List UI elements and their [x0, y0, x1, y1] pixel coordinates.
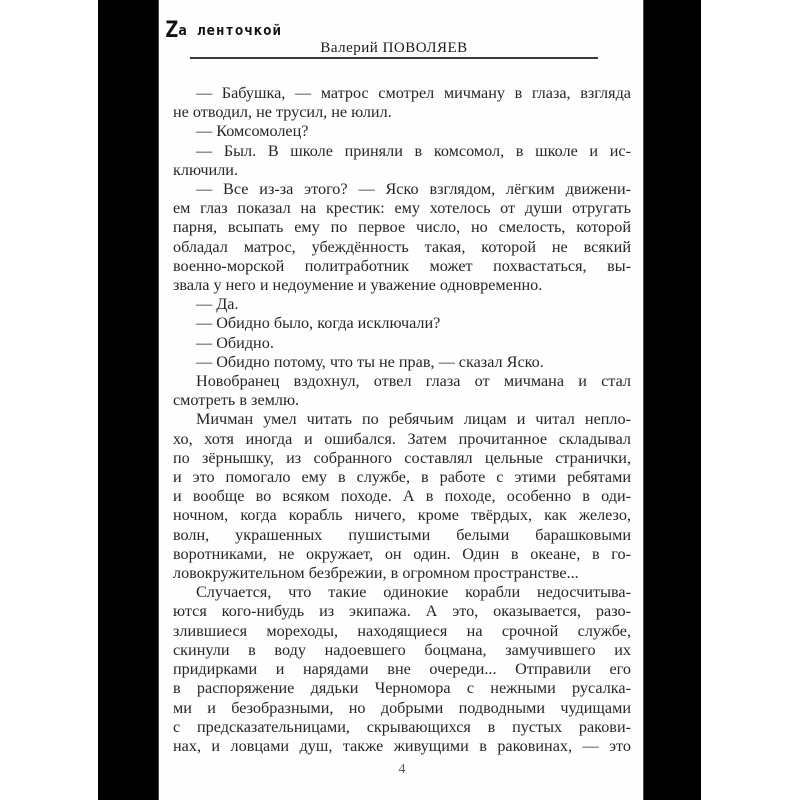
page-number: 4 — [398, 762, 406, 777]
text-line: ключили. — [173, 160, 239, 179]
text-line: Мичман умел читать по ребячьим лицам и читал непло- — [196, 410, 631, 429]
logo-initial: Z — [165, 18, 179, 43]
text-line: звала у него и недоумение и уважение одновременно. — [173, 276, 543, 295]
text-line: и вообще во всяком походе. А в походе, особенно в оди- — [173, 487, 631, 506]
text-line: хо, хотя иногда и ошибался. Затем прочитанное складывал — [173, 429, 631, 448]
text-line: не отводил, не трусил, не юлил. — [173, 103, 392, 122]
body-text — [173, 84, 631, 756]
text-line: и это помогало ему в службе, в работе с этими ребятами — [173, 468, 631, 487]
text-line: — Обидно было, когда исключали? — [196, 314, 441, 333]
header-rule — [190, 57, 598, 59]
text-line: волн, украшенных пушистыми белыми барашковыми — [173, 525, 631, 544]
text-line: злившиеся мореходы, находящиеся на срочной службе, — [173, 621, 631, 640]
text-line: Случается, что такие одинокие корабли недосчитыва- — [196, 583, 631, 602]
text-line: скинули в воду надоевшего боцмана, замучившего их — [173, 640, 631, 659]
text-line: ются кого-нибудь из экипажа. А это, оказывается, разо- — [173, 602, 631, 621]
text-line: смотреть в землю. — [173, 391, 300, 410]
text-line: — Обидно потому, что ты не прав, — сказал Яско. — [196, 352, 544, 371]
text-line: ем глаз показал на крестик: ему хотелось от души отругать — [173, 199, 631, 218]
left-black-bar — [98, 0, 159, 800]
text-line: военно-морской политработник может похвастаться, вы- — [173, 256, 631, 275]
text-line: Новобранец вздохнул, отвел глаза от мичмана и стал — [196, 372, 631, 391]
text-line: в распоряжение дядьки Черномора с нежными русалка- — [173, 679, 631, 698]
text-line: нах, и ловцами душ, также живущими в раковинах, — это — [173, 736, 631, 755]
logo-text: а ленточкой — [178, 23, 282, 39]
text-line: ночном, когда корабль ничего, кроме твёрдых, как железо, — [173, 506, 631, 525]
text-line: по зёрнышку, из собранного составлял цельные странички, — [173, 448, 631, 467]
text-line: воротниками, не окружает, он один. Один в океане, в го- — [173, 544, 631, 563]
text-line: — Обидно. — [196, 333, 274, 352]
page-area — [159, 0, 643, 800]
text-line: придирками и нарядами вне очереди... Отправили его — [173, 660, 631, 679]
text-line: — Да. — [196, 295, 239, 314]
text-line: — Был. В школе приняли в комсомол, в школе и ис- — [196, 141, 631, 160]
text-line: ми и безобразными, но добрыми подводными чудищами — [173, 698, 631, 717]
text-line: обладал матрос, убеждённость такая, которой не всякий — [173, 237, 631, 256]
right-black-bar — [643, 0, 701, 800]
text-line: — Бабушка, — матрос смотрел мичману в глаза, взгляда — [196, 84, 631, 102]
author-name: Валерий ПОВОЛЯЕВ — [320, 40, 468, 56]
text-line: — Все из-за этого? — Яско взглядом, лёгким движени- — [196, 180, 631, 199]
text-line: с предсказательницами, скрывающихся в пустых ракови- — [173, 717, 631, 736]
text-line: парня, всыпать ему по первое число, но смелость, которой — [173, 218, 631, 237]
text-line: ловокружительном безбрежии, в огромном пространстве... — [173, 564, 579, 583]
text-line: — Комсомолец? — [196, 122, 309, 141]
